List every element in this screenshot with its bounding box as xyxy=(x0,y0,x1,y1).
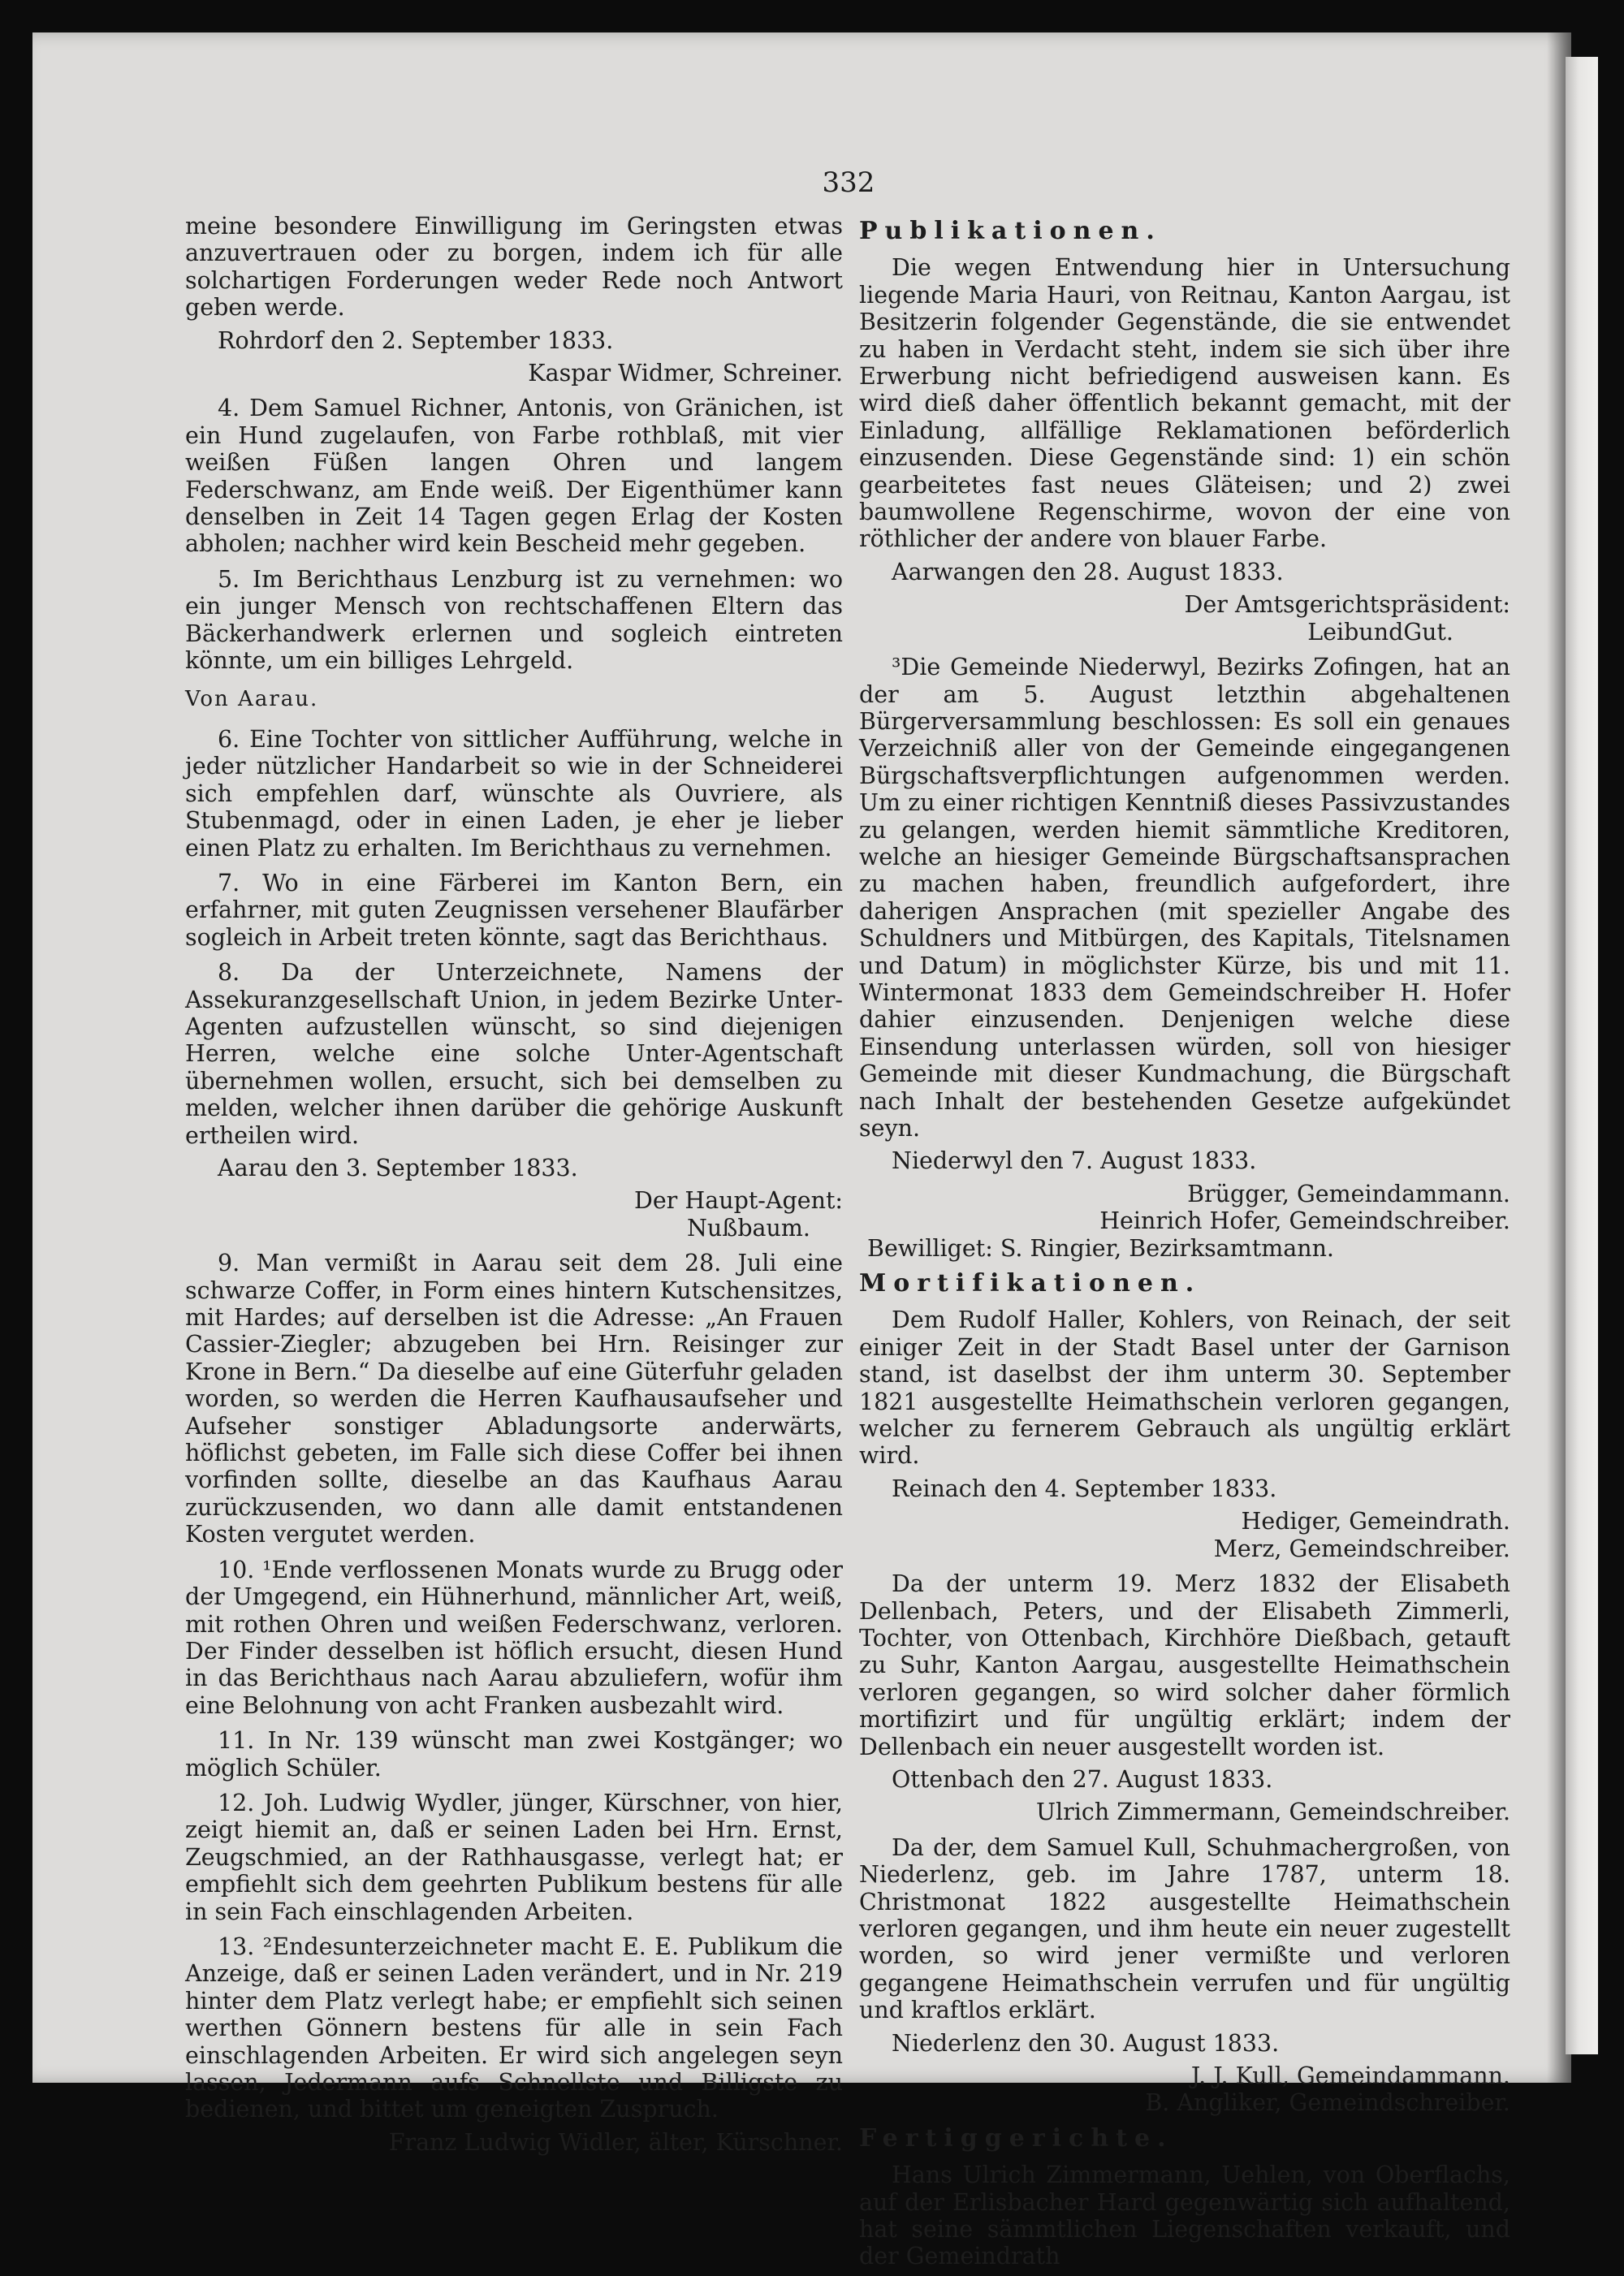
section-heading-publikationen: Publikationen. xyxy=(859,217,1162,245)
notice-signature: Franz Ludwig Widler, älter, Kürschner. xyxy=(388,2128,843,2156)
notice-place-date: Niederlenz den 30. August 1833. xyxy=(892,2029,1280,2057)
notice-signature: B. Angliker, Gemeindschreiber. xyxy=(1145,2089,1510,2117)
notice-11: 11. In Nr. 139 wünscht man zwei Kostgänger; wo möglich Schüler. xyxy=(185,1727,843,1781)
notice-signature: J. J. Kull, Gemeindammann. xyxy=(1190,2062,1510,2089)
publication-2: ³Die Gemeinde Niederwyl, Bezirks Zofingen, hat an der am 5. August letzthin abgehaltenen Bürgerversammlung beschlossen: Es soll ein genaues Verzeichniß aller von der Gemeinde eingegangenen Bürgschaftsverpflichtungen aufgenommen werden. Um zu einer richtigen Kenntniß dieses Passivzustandes zu gelangen, werden hiemit sämmtliche Kreditoren, welche an hiesiger Gemeinde Bürgschaftsansprachen zu machen haben, freundlich aufgefordert, ihre daherigen Ansprachen (mit spezieller Angabe des Schuldners und Mitbürgen, des Kapitals, Titelsnamen und Datum) in möglichster Kürze, bis und mit 11. Wintermonat 1833 dem Gemeindschreiber H. Hofer dahier einzusenden. Denjenigen welche diese Einsendung unterlassen würden, soll von hiesiger Gemeinde mit dieser Kundmachung, die Bürgschaft nach Inhalt der bestehenden Gesetze aufgekündet seyn. xyxy=(859,654,1510,1142)
mortification-3: Da der, dem Samuel Kull, Schuhmachergroßen, von Niederlenz, geb. im Jahre 1787, unterm 18. Christmonat 1822 ausgestellte Heimathschein verloren gegangen, und ihm heute ein neuer zugestellt worden, so wird jener vermißte und verloren gegangene Heimathschein verrufen und für ungültig und kraftlos erklärt. xyxy=(859,1833,1510,2024)
notice-4: 4. Dem Samuel Richner, Antonis, von Gränichen, ist ein Hund zugelaufen, von Farbe rothblaß, mit vier weißen Füßen langen Ohren und langem Federschwanz, am Ende weiß. Der Eigenthümer kann denselben in Zeit 14 Tagen gegen Erlag der Kosten abholen; nachher wird kein Bescheid mehr gegeben. xyxy=(185,395,843,558)
mortification-2: Da der unterm 19. Merz 1832 der Elisabeth Dellenbach, Peters, und der Elisabeth Zimmerli, Tochter, von Ottenbach, Kirchhöre Dießbach, getauft zu Suhr, Kanton Aargau, ausgestellte Heimathschein verloren gegangen, so wird solcher daher förmlich mortifizirt und für ungültig erklärt; indem der Dellenbach ein neuer ausgestellt worden ist. xyxy=(859,1570,1510,1760)
notice-8: 8. Da der Unterzeichnete, Namens der Assekuranzgesellschaft Union, in jedem Bezirke Unter-Agenten aufzustellen wünscht, so sind diejenigen Herren, welche eine solche Unter-Agentschaft übernehmen wollen, ersucht, sich bei demselben zu melden, welcher ihnen darüber die gehörige Auskunft ertheilen wird. xyxy=(185,959,843,1149)
notice-12: 12. Joh. Ludwig Wydler, jünger, Kürschner, von hier, zeigt hiemit an, daß er seinen Laden bei Hrn. Ernst, Zeugschmied, an der Rathhausgasse, verlegt hat; er empfiehlt sich dem geehrten Publikum bestens für alle in sein Fach einschlagenden Arbeiten. xyxy=(185,1789,843,1925)
notice-signature: LeibundGut. xyxy=(1307,618,1453,646)
notice-signature: Heinrich Hofer, Gemeindschreiber. xyxy=(1099,1207,1510,1235)
notice-place-date: Ottenbach den 27. August 1833. xyxy=(892,1765,1273,1793)
mortification-1: Dem Rudolf Haller, Kohlers, von Reinach, der seit einiger Zeit in der Stadt Basel unter der Garnison stand, ist daselbst der ihm unterm 30. September 1821 ausgestellte Heimathschein verloren gegangen, welcher zu fernerem Gebrauch als ungültig erklärt wird. xyxy=(859,1306,1510,1470)
notice-13: 13. ²Endesunterzeichneter macht E. E. Publikum die Anzeige, daß er seinen Laden verändert, und in Nr. 219 hinter dem Platz verlegt habe; er empfiehlt sich seinen werthen Gönnern bestens für alle in sein Fach einschlagenden Arbeiten. Er wird sich angelegen seyn lassen, Jedermann aufs Schnellste und Billigste zu bedienen, und bittet um geneigten Zuspruch. xyxy=(185,1933,843,2123)
notice-signature: Der Haupt-Agent: xyxy=(633,1187,843,1215)
publication-1: Die wegen Entwendung hier in Untersuchung liegende Maria Hauri, von Reitnau, Kanton Aargau, ist Besitzerin folgender Gegenstände, die sie entwendet zu haben in Verdacht steht, indem sie sich über ihre Erwerbung nicht befriedigend ausweisen kann. Es wird dieß daher öffentlich bekannt gemacht, mit der Einladung, allfällige Reklamationen beförderlich einzusenden. Diese Gegenstände sind: 1) ein schön gearbeitetes fast neues Gläteisen; und 2) zwei baumwollene Regenschirme, wovon der eine von röthlicher der andere von blauer Farbe. xyxy=(859,254,1510,553)
notice-approval: Bewilliget: S. Ringier, Bezirksamtmann. xyxy=(867,1234,1334,1262)
notice-signature: Ulrich Zimmermann, Gemeindschreiber. xyxy=(1036,1799,1510,1826)
notice-signature: Nußbaum. xyxy=(686,1214,810,1242)
fertiggericht-1: Hans Ulrich Zimmermann, Uehlen, von Oberflachs, auf der Erlisbacher Hard gegenwärtig sich aufhaltend, hat seine sämmtlichen Liegenschaften verkauft, und der Gemeindrath xyxy=(859,2162,1510,2270)
notice-text: meine besondere Einwilligung im Geringsten etwas anzuvertrauen oder zu borgen, indem ich für alle solchartigen Forderungen weder Rede noch Antwort geben werde. xyxy=(185,213,843,322)
notice-place-date: Aarwangen den 28. August 1833. xyxy=(892,558,1284,585)
notice-10: 10. ¹Ende verflossenen Monats wurde zu Brugg oder der Umgegend, ein Hühnerhund, männlicher Art, weiß, mit rothen Ohren und weißen Federschwanz, verloren. Der Finder desselben ist höflich ersucht, diesen Hund in das Berichthaus nach Aarau abzuliefern, wofür ihm eine Belohnung von acht Franken ausbezahlt wird. xyxy=(185,1556,843,1719)
notice-signature: Merz, Gemeindschreiber. xyxy=(1213,1535,1510,1562)
notice-7: 7. Wo in eine Färberei im Kanton Bern, ein erfahrner, mit guten Zeugnissen versehener Blaufärber sogleich in Arbeit treten könnte, sagt das Berichthaus. xyxy=(185,869,843,951)
notice-place-date: Rohrdorf den 2. September 1833. xyxy=(218,326,614,354)
notice-place-date: Aarau den 3. September 1833. xyxy=(218,1155,578,1181)
page-number: 332 xyxy=(822,166,875,199)
notice-place-date: Niederwyl den 7. August 1833. xyxy=(892,1147,1257,1175)
notice-9: 9. Man vermißt in Aarau seit dem 28. Juli eine schwarze Coffer, in Form eines hintern Kutschensitzes, mit Hardes; auf derselben ist die Adresse: „An Frauen Cassier-Ziegler; abzugeben bei Hrn. Reisinger zur Krone in Bern.“ Da dieselbe auf eine Güterfuhr geladen worden, so werden die Herren Kaufhausaufseher und Aufseher sonstiger Abladungsorte anderwärts, höflichst gebeten, im Falle sich diese Coffer bei ihnen vorfinden sollte, dieselbe an das Kaufhaus Aarau zurückzusenden, wo dann alle damit entstandenen Kosten vergutet werden. xyxy=(185,1250,843,1548)
next-page-edge xyxy=(1566,57,1598,2054)
section-heading-fertiggerichte: Fertiggerichte. xyxy=(859,2123,1173,2153)
notice-5: 5. Im Berichthaus Lenzburg ist zu vernehmen: wo ein junger Mensch von rechtschaffenen Eltern das Bäckerhandwerk erlernen und sogleich eintreten könnte, um ein billiges Lehrgeld. xyxy=(185,565,843,675)
left-column xyxy=(185,213,843,2162)
section-heading-mortifikationen: Mortifikationen. xyxy=(859,1269,1202,1298)
notice-place-date: Reinach den 4. September 1833. xyxy=(892,1475,1277,1502)
notice-signature: Brügger, Gemeindammann. xyxy=(1187,1180,1510,1207)
right-column xyxy=(859,213,1510,2276)
notice-signature: Kaspar Widmer, Schreiner. xyxy=(528,360,843,387)
section-heading-von-aarau: Von Aarau. xyxy=(185,686,319,711)
notice-signature: Der Amtsgerichtspräsident: xyxy=(1184,591,1510,619)
notice-signature: Hediger, Gemeindrath. xyxy=(1241,1508,1510,1535)
notice-6: 6. Eine Tochter von sittlicher Aufführung, welche in jeder nützlicher Handarbeit so wie in der Schneiderei sich empfehlen darf, wünschte als Ouvriere, als Stubenmagd, oder in einen Laden, je eher je lieber einen Platz zu erhalten. Im Berichthaus zu vernehmen. xyxy=(185,725,843,862)
